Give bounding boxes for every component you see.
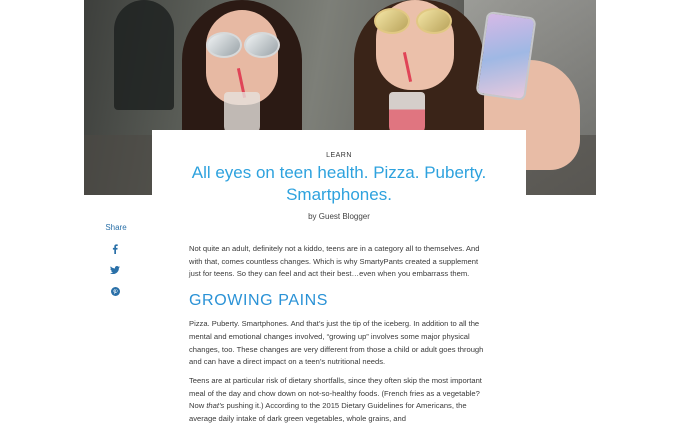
share-label: Share: [105, 223, 127, 232]
body-paragraph: Teens are at particular risk of dietary shortfalls, since they often skip the most important meal of the day and chow down on not-so-healthy foods. (French fries as a vegetable? Now that’s pushing it.) According to the 2015 Dietary Guidelines for Americans, the average daily intake of dark green vegetables, whole grains, and: [189, 375, 482, 424]
intro-paragraph: Not quite an adult, definitely not a kiddo, teens are in a category all to themselves. And with that, comes countless changes. Which is why SmartyPants created a supplement just for teens. So they can feel and act their best…even when you embarrass them.: [189, 244, 480, 279]
pinterest-icon[interactable]: [108, 284, 122, 298]
facebook-icon[interactable]: [108, 242, 122, 256]
article-byline: by Guest Blogger: [308, 212, 370, 221]
article-body: [189, 243, 489, 426]
article-category[interactable]: LEARN: [326, 152, 352, 159]
twitter-icon[interactable]: [108, 263, 122, 277]
section-heading: GROWING PAINS: [189, 292, 329, 310]
article-header: [152, 130, 526, 222]
article-title: All eyes on teen health. Pizza. Puberty. Smartphones.: [191, 163, 487, 204]
body-paragraph: Pizza. Puberty. Smartphones. And that’s just the tip of the iceberg. In addition to all the mental and emotional changes involved, “growing up” involves some major physical changes, too. These changes are very different from those a child or adult goes through and can have a direct impact on a teen’s nutritional needs.: [189, 319, 484, 367]
